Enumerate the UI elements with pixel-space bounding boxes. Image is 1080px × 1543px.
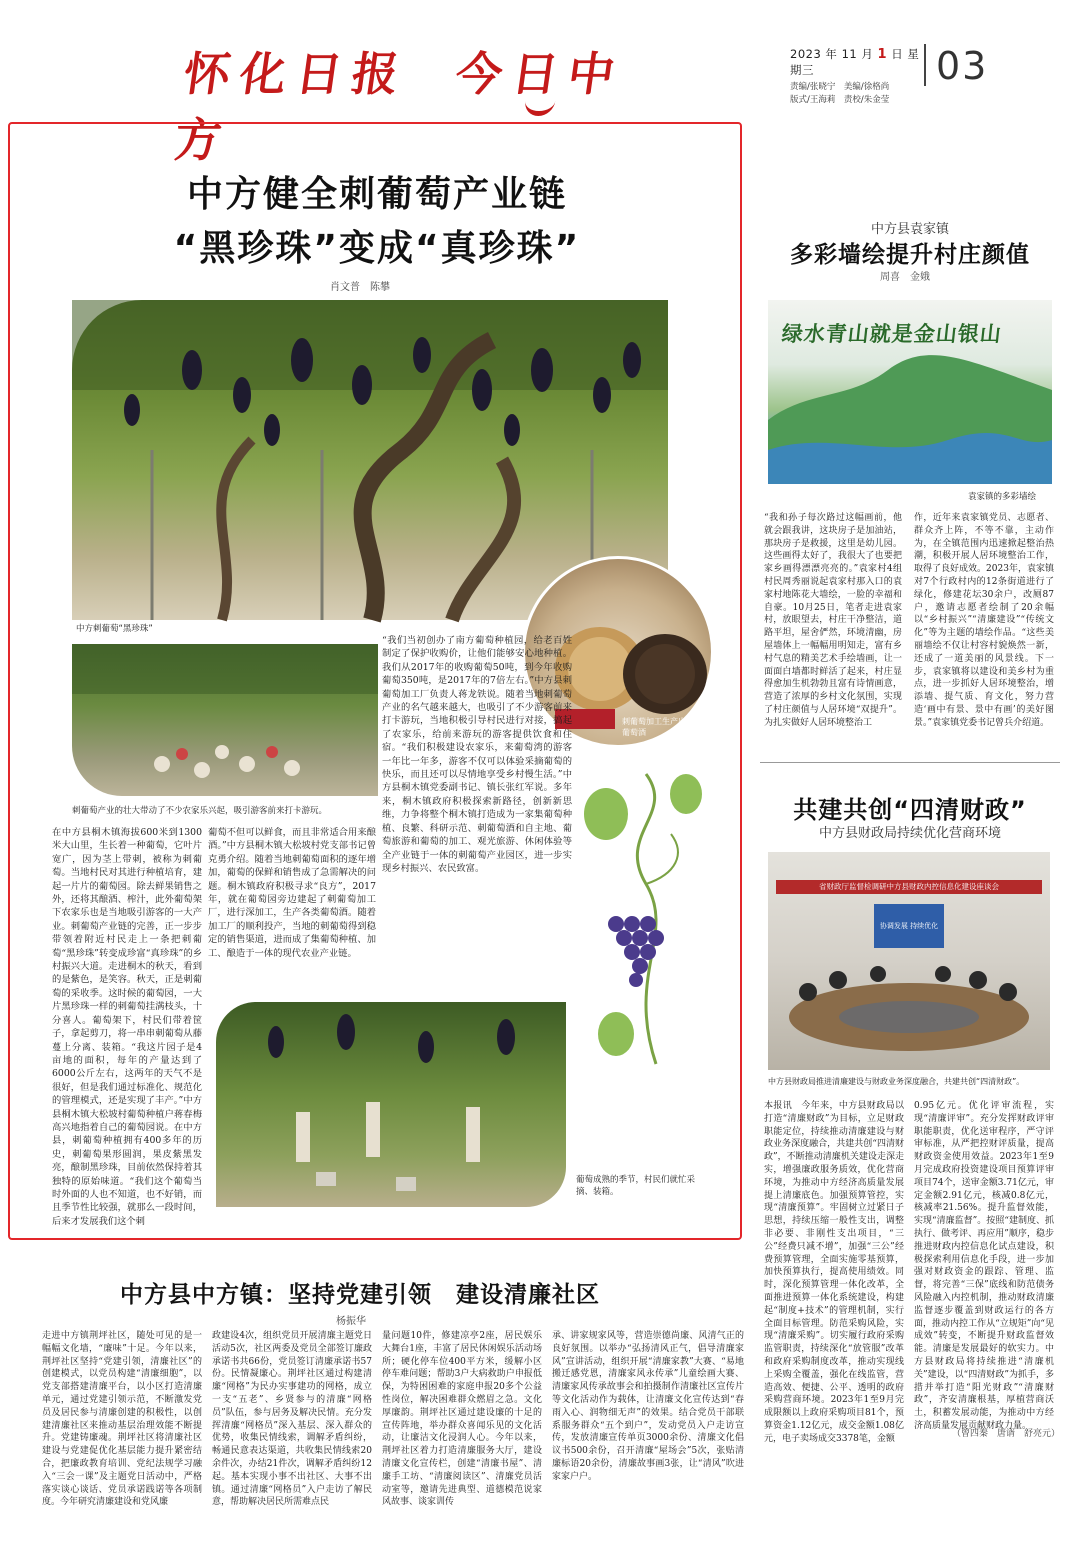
clean-column-2: 政建设4次，组织党员开展清廉主题党日活动5次，社区两委及党员全部签订廉政承诺书共66份，党员签订清廉承诺书57份。民情凝廉心。荆坪社区通过构建清廉“网格”为民办实事建功的网格，成立一支“五老”、乡贤参与的清廉“网格员”队伍，参与居务及解决民情。充分发挥清廉“网格员”深入基层、深入群众的优势，收集民情线索，调解矛盾纠纷，畅通民意表达渠道，共收集民情线索20余件次，办结21件次，调解矛盾纠纷12起。基本实现小事不出社区、大事不出镇。通过清廉“网格员”入户走访了解民意，帮助解决居民所需难点民: [212, 1331, 372, 1508]
clean-title: 中方县中方镇：坚持党建引领 建设清廉社区: [120, 1282, 600, 1308]
finance-meeting-photo: [768, 852, 1050, 1070]
finance-byline: （曾四秦 唐谞 舒亮元）: [952, 1429, 1061, 1439]
masthead: [171, 38, 669, 167]
masthead-section: 今日中方: [171, 47, 628, 167]
harvest-photo: [216, 1002, 566, 1207]
farmstay-caption: 刺葡萄产业的壮大带动了不少农家乐兴起，吸引游客前来打卡游玩。: [72, 806, 328, 816]
mural-caption: 袁家镇的多彩墙绘: [968, 492, 1037, 502]
issue-info: [790, 46, 920, 107]
finance-caption: 中方县财政局推进清廉建设与财政业务深度融合，共建共创“四清财政”。: [768, 1077, 1025, 1086]
clean-column-1: 走进中方镇荆坪社区，随处可见的是一幅幅文化墙，“廉味”十足。今年以来，荆坪社区坚持“党建引领，清廉社区”的创建模式，以党员构建“清廉细胞”，以党支部搭建清廉平台，以小区打造清廉单元，通过党建引领示范，不断激发党员及居民参与清廉创建的积极性，以创建清廉社区来推动基层治理效能不断提升。党建铸廉魂。荆坪社区将清廉社区建设与党建促优化基层能力提升紧密结合，把廉政教育培训、党纪法规学习融入“三会一课”及主题党日活动中，严格落实谈心谈话、党员承诺践诺等各项制度。今年研究清廉建设和党风廉: [42, 1331, 202, 1508]
mural-byline: 周喜 金娥: [880, 272, 930, 283]
issue-date: 2023 年 11 月 1 日 星期三: [790, 47, 920, 77]
lead-column-right: “我们当初创办了南方葡萄种植园，给老百姓制定了保护收购价，让他们能够安心地种植。我们从2017年的收购葡萄50吨，到今年收购葡萄350吨，是2017年的7倍左右。”中方县刺葡萄加工厂负责人蒋龙铁说。随着当地刺葡萄产业的名气越来越大，也吸引了不少游客前来打卡游玩，当地积极引导村民进行对接，搞起了农家乐，给前来游玩的游客提供饮食和住宿。“我们积极建设农家乐，来葡萄湾的游客一年比一年多，游客不仅可以体验采摘葡萄的快乐，而且还可以尽情地享受乡村慢生活。”中方县桐木镇党委副书记、镇长张红军说。多年来，桐木镇政府积极探索新路径，创新新思维，力争将整个桐木镇打造成为一家集葡萄种植、良繁、科研示范、刺葡萄酒和自主地、葡萄旅游和葡萄的加工、观光旅游、休闲体验等全产业链于一体的刺葡萄产业园区，进一步实现乡村振兴、农民致富。: [382, 635, 572, 874]
farmstay-photo: [72, 644, 378, 796]
page-number: 03: [936, 44, 989, 88]
masthead-title: 怀化日报: [180, 47, 412, 101]
mural-title: 多彩墙绘提升村庄颜值: [790, 242, 1030, 268]
finance-column-b: 0.95亿元。优化评审流程，实现“清廉评审”。充分发挥财政评审职能职责，优化送审程序，严守评审标准，从严把控财评质量，提高财政资金使用效益。2023年1至9月完成政府投资建设项目预算评审项目74个，送审金额3.71亿元，审定金额2.91亿元，核减0.8亿元，核减率21.56%。提升监督效能，实现“清廉监督”。按照“建制度、抓执行、做考评、再应用”顺序，稳步推进财政内控信息化试点建设，积极探索利用信息化手段，进一步加强对财政资金的跟踪、管理、监督，将完善“三保”底线和防范债务风险融入内控机制，推动财政清廉监督逐步覆盖到财政运行的各方面，推动内控工作从“立规矩”向“见成效”转变，不断提升财政监督效能。清廉是发展最好的软实力。中方县财政局将持续推进“清廉机关”建设，以“四清财政”为抓手，多措并举打造“阳光财政”“清廉财政”，齐安清廉根基，厚植营商沃土，积蓄发展动能，为推动中方经济高质量发展贡献财政力量。: [914, 1101, 1054, 1431]
mural-slogan: 绿水青山就是金山银山: [780, 321, 1004, 346]
mural-column-b: 作，近年来袁家镇党员、志愿者、群众齐上阵，不等不靠，主动作为，在全镇范围内迅速掀起整治热潮，积极开展人居环境整治工作，取得了良好成效。2023年，袁家镇对7个行政村内的12条街道进行了绿化，修建花坛30余户，改厕87户，邀请志愿者绘制了20余幅以“乡村振兴”“清廉建设”“传统文化”等为主题的墙绘作品。“这些美丽墙绘不仅让村容村貌焕然一新，还成了一道美丽的风景线。下一步，袁家镇将以建设和美乡村为重点，进一步抓好人居环境整治，增添墙、提气质、育文化，努力营造‘画中有景、景中有画’的美好图景。”袁家镇党委书记曾兵介绍道。: [914, 513, 1054, 728]
clean-byline: 杨振华: [336, 1316, 366, 1327]
lead-article-frame: [8, 122, 742, 1240]
vineyard-caption: 中方刺葡萄“黑珍珠”: [76, 624, 153, 634]
lead-column-left: 在中方县桐木镇海拔600米到1300米大山里，生长着一种葡萄，它叶片宽广，因为茎上带刺，被称为刺葡萄。当地村民对其进行种植培育，建起一片片的葡萄园。除去鲜果销售之外，还将其酿酒、榨汁，此外葡萄架下农家乐也是当地吸引游客的一大产业。刺葡萄产业链的完善，正一步步带领着附近村民走上一条把刺葡萄“黑珍珠”转变成珍富“真珍珠”的乡村振兴大道。走进桐木的秋天，看到的是紫色，是笑容。秋天，正是刺葡萄的采收季。这时候的葡萄园，一大片黑珍珠一样的刺葡萄挂满枝头，十分喜人。葡萄架下，村民们带着筐子，拿起剪刀，将一串串刺葡萄从藤蔓上分离、装箱。“我这片园子是4亩地的面积，每年的产量达到了6000公斤左右，这两年的天气不是很好，但是我们通过标准化、规范化的管理模式，还是实现了丰产。”中方县桐木镇大松坡村葡萄种植户蒋春梅高兴地指着自己的葡萄园说。在中方县，刺葡萄种植拥有400多年的历史，刺葡萄果形圆润，果皮紫黑发亮，酿制黑珍珠，目前依然保持着其独特的原始味道。“我们这个葡萄当时外面的人也不知道，也不好销，而且季节性比较强，就那么一段时间，后来才发展我们这个刺: [52, 827, 202, 1227]
meeting-banner: 省财政厅监督检调研中方县财政内控信息化建设座谈会: [776, 880, 1042, 894]
clean-column-4: 承、讲家规家风等，营造崇德尚廉、风清气正的良好氛围。以举办“弘扬清风正气，倡导清廉家风”宣讲活动，组织开展“清廉家教”大赛、“易地搬迁感党恩，清廉家风永传承”儿童绘画大赛、清廉家风传承故事会和拍摄制作清廉社区宣传片等文化活动作为载体，让清廉文化宣传达到“春雨入心、润物细无声”的效果。结合党员干部联系服务群众“五个到户”，发动党员入户走访宣传，发放清廉宣传单页3000余份、清廉文化倡议书500余份，召开清廉“屋场会”5次，张贴清廉标语20余份，清廉故事画3张，让“清风”吹进家家户户。: [552, 1331, 744, 1482]
lead-title-line2: “黑珍珠”变成“真珍珠”: [173, 228, 581, 269]
meeting-screen: 协调发展 持续优化: [874, 904, 944, 948]
wine-barrel-caption: 刺葡萄加工生产出来的葡萄酒: [622, 717, 702, 737]
page-number-divider: [924, 44, 926, 86]
mural-kicker: 中方县袁家镇: [870, 222, 949, 237]
mural-photo: [768, 300, 1052, 484]
harvest-caption: 葡萄成熟的季节，村民们就忙采摘、装箱。: [576, 1175, 696, 1197]
grape-illustration: [576, 774, 706, 1074]
lead-column-mid: 葡萄不但可以鲜食，而且非常适合用来酿酒。”中方县桐木镇大松坡村党支部书记曾克勇介绍。随着当地刺葡萄面积的逐年增加，葡萄的保鲜和销售成了急需解决的问题。桐木镇政府积极寻求“良方”，2017年，就在葡萄园旁边建起了刺葡萄加工厂，进行深加工，生产各类葡萄酒。随着加工厂的顺利投产，当地的刺葡萄得到稳定的销售渠道，进而成了集葡萄种植、加工、酿造于一体的现代农业产业链。: [208, 827, 376, 959]
issue-staff: 责编/张晓宁 美编/徐格尚 版式/王海莉 责校/朱金莹: [790, 82, 890, 105]
lead-title-line1: 中方健全刺葡萄产业链: [186, 174, 567, 215]
finance-column-a: 本报讯 今年来，中方县财政局以打造“清廉财政”为目标，立足财政职能定位，持续推动清廉建设与财政业务深度融合，共建共创“四清财政”，不断推动清廉机关建设走深走实，增强廉政服务质效，优化营商环境，为推动中方经济高质量发展提上清廉底色。加强预算管控，实现“清廉预算”。牢固树立过紧日子思想，持续压缩一般性支出，调整非必要、非刚性支出项目，“三公”经费只减不增”，加强“三公”经费预算管理，全面实施零基预算，加快预算执行，提高使用绩效。同时，深化预算管理一体化改革，全面推进预算一体化系统建设，构建起“制度+技术”的管理机制，实行全面目标管理。防范采购风险，实现“清廉采购”。切实履行政府采购监管职责，持续深化“放管服”改革和政府采购制度改革，推动实现线上采购全覆盖，强化在线监管，营造高效、便捷、公平、透明的政府采购营商环境。2023年1至9月完成限额以上政府采购项目81个，预算资金1.12亿元，成交金额1.08亿元，电子卖场成交3378笔，金额: [764, 1101, 904, 1444]
issue-day: 1: [877, 47, 888, 62]
farmstay-photo-art: [72, 644, 378, 796]
mural-column-a: “我和孙子每次路过这幅画前，他就会跟我讲，这块房子是加油站，那块房子是救援，这里是幼儿园。这些画得太好了，我很大了也要把家乡画得漂漂亮亮的。”袁家村4组村民周秀丽说起袁家村那入口的袁家村地陈花大墙绘，一脸的幸福和自豪。10月25日，笔者走进袁家村，放眼望去，村庄干净整洁，道路平坦，屋舍俨然，环境清幽，房屋墙体上一幅幅用明知走，富有乡村气息的精美艺术手绘墙画，让一面面白墙都时鲜活了起来，村庄显得愈加生机勃勃且富有诗情画意，营造了浓厚的乡村文化氛围，实现了村庄颜值与人居环境“双提升”。为扎实做好人居环境整治工: [764, 513, 902, 728]
harvest-photo-art: [216, 1002, 566, 1207]
masthead-swirl-ornament: [523, 96, 556, 116]
lead-byline: 肖文普 陈攀: [330, 282, 390, 293]
finance-title: 共建共创“四清财政”: [793, 796, 1027, 824]
right-section-divider: [760, 762, 1060, 763]
clean-column-3: 量问题10件，修建凉亭2座，居民娱乐大舞台1座，丰富了居民休闲娱乐活动场所；硬化停车位400平方米，缓解小区停车难问题；帮助3户大病救助户申报低保，为特困困难的家庭申报20多个公益性岗位，解决困难群众燃眉之急。文化厚廉韵。荆坪社区通过建设廉的十足的宣传阵地，举办群众喜闻乐见的文化活动，让廉洁文化浸润人心。今年以来，荆坪社区着力打造清廉服务大厅，建设清廉文化宣传栏，创建“清廉书屋”、清廉手工坊、“清廉阅读区”、清廉党员活动室等，邀请先进典型、道德模范说家风故事、谈家训传: [382, 1331, 542, 1508]
finance-subtitle: 中方县财政局持续优化营商环境: [818, 826, 1001, 841]
